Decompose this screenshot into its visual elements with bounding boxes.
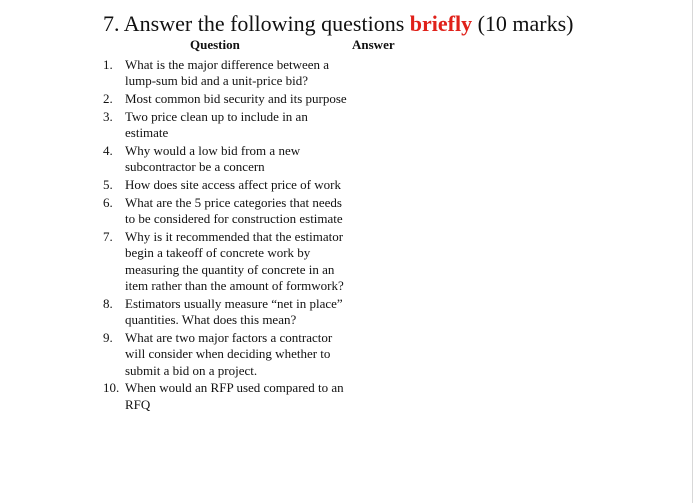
question-list bbox=[103, 57, 353, 415]
question-number: 1. bbox=[103, 57, 113, 72]
question-text: Two price clean up to include in an estimate bbox=[125, 108, 308, 141]
question-item bbox=[103, 330, 353, 379]
question-text: What is the major difference between a lump-sum bid and a unit-price bid? bbox=[125, 57, 330, 89]
question-text: Most common bid security and its purpose bbox=[125, 91, 347, 107]
question-number: 9. bbox=[103, 329, 113, 345]
question-item bbox=[103, 57, 353, 90]
question-number: 6. bbox=[103, 194, 113, 210]
question-item bbox=[103, 380, 353, 413]
question-item bbox=[103, 143, 353, 176]
question-number: 2. bbox=[103, 91, 113, 107]
question-item bbox=[103, 109, 353, 142]
heading-suffix: (10 marks) bbox=[472, 11, 574, 36]
question-item bbox=[103, 296, 353, 329]
question-number: 4. bbox=[103, 142, 113, 158]
question-text: Why is it recommended that the estimator begin a takeoff of concrete work by measuring the quantity of concrete in an item rather than the amount of formwork? bbox=[125, 228, 344, 294]
question-text: What are two major factors a contractor will consider when deciding whether to submit a bid on a project. bbox=[125, 329, 333, 378]
question-item bbox=[103, 229, 353, 295]
heading-emphasis: briefly bbox=[409, 11, 473, 36]
question-number: 8. bbox=[103, 295, 113, 311]
question-item bbox=[103, 177, 353, 193]
question-text: Estimators usually measure “net in place” quantities. What does this mean? bbox=[125, 295, 343, 328]
page-edge-divider bbox=[692, 0, 693, 503]
question-heading bbox=[103, 11, 574, 37]
question-number: 10. bbox=[103, 380, 120, 396]
question-number: 7. bbox=[103, 228, 113, 244]
question-text: What are the 5 price categories that needs to be considered for construction estimate bbox=[125, 194, 343, 227]
answer-column-header: Answer bbox=[352, 37, 395, 52]
question-text: When would an RFP used compared to an RFQ bbox=[125, 380, 344, 412]
question-text: Why would a low bid from a new subcontractor be a concern bbox=[125, 142, 301, 175]
question-item bbox=[103, 195, 353, 228]
question-number: 5. bbox=[103, 177, 113, 193]
question-text: How does site access affect price of work bbox=[125, 177, 341, 193]
question-number: 3. bbox=[103, 108, 113, 124]
question-column-header: Question bbox=[190, 37, 240, 52]
heading-prefix: 7. Answer the following questions bbox=[103, 11, 410, 36]
question-item bbox=[103, 91, 353, 107]
